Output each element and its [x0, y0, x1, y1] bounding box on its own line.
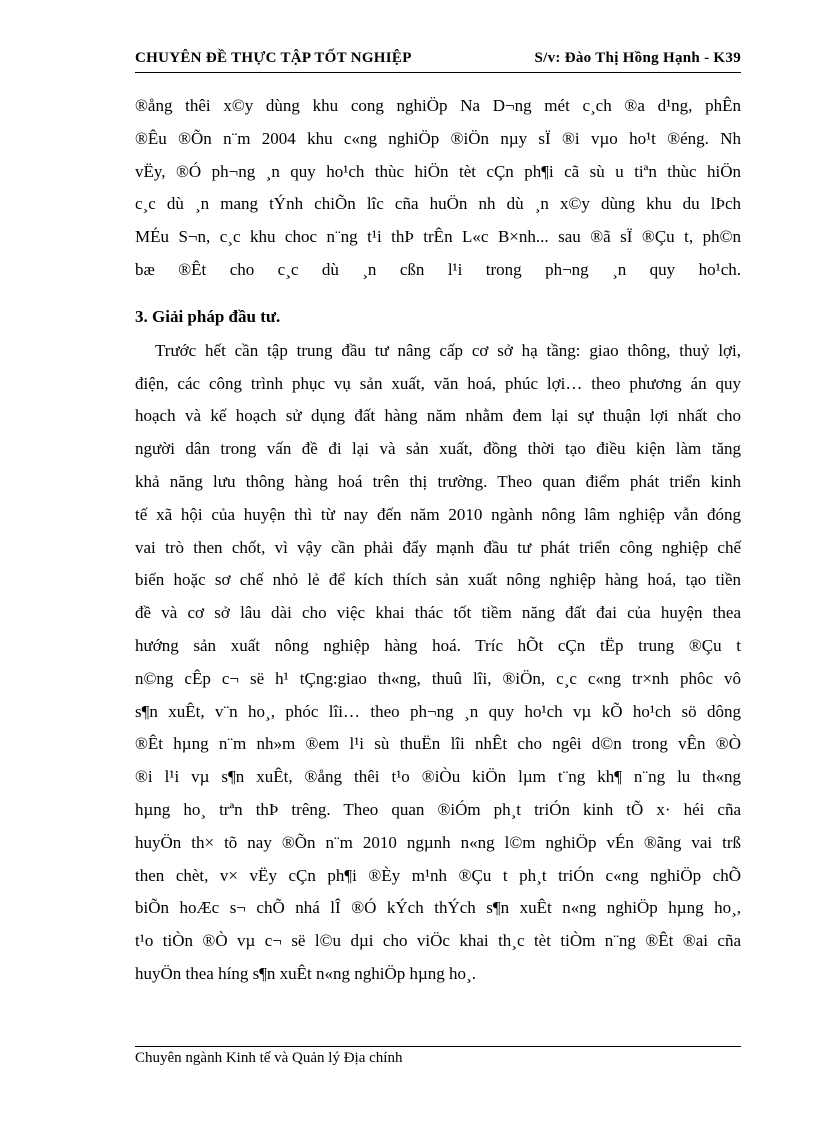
text-line: bæ ®Êt cho c¸c dù ¸n cßn l¹i trong ph¬ng ¸n quy ho¹ch. [135, 259, 741, 279]
text-line: Trước hết cần tập trung đầu tư nâng cấp cơ sở hạ tầng: giao thông, thuỷ lợi, [155, 340, 741, 360]
text-line: c¸c dù ¸n mang tÝnh chiÕn lîc cña huÖn nh dù ¸n x©y dùng khu du lÞch [135, 194, 741, 214]
text-line: điện, các công trình phục vụ sản xuất, văn hoá, phúc lợi… theo phương án quy [135, 373, 741, 393]
text-line: ®i l¹i vµ s¶n xuÊt, ®ång thêi t¹o ®iÒu kiÖn lµm t¨ng kh¶ n¨ng lu th«ng [135, 767, 741, 787]
text-line: s¶n xuÊt, v¨n ho¸, phóc lîi… theo ph¬ng ¸n quy ho¹ch vµ kÕ ho¹ch sö dông [135, 701, 741, 721]
text-line: huyÖn thea híng s¶n xuÊt n«ng nghiÖp hµng ho¸. [135, 963, 476, 983]
paragraph-investment [135, 335, 741, 991]
text-line: biÕn hoÆc s¬ chÕ nhá lÎ ®Ó kÝch thÝch s¶n xuÊt n«ng nghiÖp hµng ho¸, [135, 898, 741, 918]
page-body [135, 90, 741, 991]
text-line: biến hoặc sơ chế nhỏ lẻ để kích thích sản xuất nông nghiệp hàng hoá, tạo tiền [135, 570, 741, 590]
text-line: n©ng cÊp c¬ së h¹ tÇng:giao th«ng, thuû lîi, ®iÖn, c¸c c«ng tr×nh phôc vô [135, 668, 741, 688]
text-line: then chèt, v× vËy cÇn ph¶i ®Èy m¹nh ®Çu t ph¸t triÓn c«ng nghiÖp chÕ [135, 865, 741, 885]
text-line: tế xã hội của huyện thì từ nay đến năm 2010 ngành nông lâm nghiệp vẫn đóng [135, 504, 741, 524]
text-line: ®Êu ®Õn n¨m 2004 khu c«ng nghiÖp ®iÖn nµy sÏ ®i vµo ho¹t ®éng. Nh [135, 128, 741, 148]
text-line: hoạch và kế hoạch sử dụng đất hàng năm nhằm đem lại sự thuận lợi nhất cho [135, 406, 741, 426]
header-title: CHUYÊN ĐỀ THỰC TẬP TỐT NGHIỆP [135, 50, 412, 66]
text-line: huyÖn th× tõ nay ®Õn n¨m 2010 ngµnh n«ng l©m nghiÖp vÉn ®ãng vai trß [135, 832, 741, 852]
text-line: đề và cơ sở lâu dài cho việc khai thác tốt tiềm năng đất đai của huyện thea [135, 603, 741, 623]
text-line: khả năng lưu thông hàng hoá trên thị trường. Theo quan điểm phát triển kinh [135, 471, 741, 491]
text-line: hµng ho¸ trªn thÞ trêng. Theo quan ®iÓm ph¸t triÓn kinh tÕ x· héi cña [135, 799, 741, 819]
text-line: vai trò then chốt, vì vậy cần phải đẩy mạnh đầu tư phát triển công nghiệp chế [135, 537, 741, 557]
text-line: MÉu S¬n, c¸c khu choc n¨ng t¹i thÞ trÊn L«c B×nh... sau ®ã sÏ ®Çu t, ph©n [135, 227, 741, 247]
text-line: ®ång thêi x©y dùng khu cong nghiÖp Na D¬ng mét c¸ch ®a d¹ng, phÊn [135, 96, 741, 115]
text-line: người dân trong vấn đề đi lại và sản xuất, đồng thời tạo điều kiện làm tăng [135, 439, 741, 459]
paragraph-intro [135, 90, 741, 287]
text-line: t¹o tiÒn ®Ò vµ c¬ së l©u dµi cho viÖc khai th¸c tèt tiÒm n¨ng ®Êt ®ai cña [135, 931, 741, 951]
page-header [135, 48, 741, 73]
header-author: S/v: Đào Thị Hồng Hạnh - K39 [534, 50, 741, 66]
page-footer: Chuyên ngành Kinh tế và Quản lý Địa chính [135, 1046, 741, 1067]
text-line: hướng sản xuất nông nghiệp hàng hoá. Tríc hÕt cÇn tËp trung ®Çu t [135, 635, 741, 655]
section-heading: 3. Giải pháp đầu tư. [135, 306, 281, 326]
text-line: vËy, ®Ó ph¬ng ¸n quy ho¹ch thùc hiÖn tèt cÇn ph¶i cã sù u tiªn thùc hiÖn [135, 161, 741, 181]
text-line: ®Êt hµng n¨m nh»m ®em l¹i sù thuËn lîi nhÊt cho ngêi d©n trong vÊn ®Ò [135, 734, 741, 754]
